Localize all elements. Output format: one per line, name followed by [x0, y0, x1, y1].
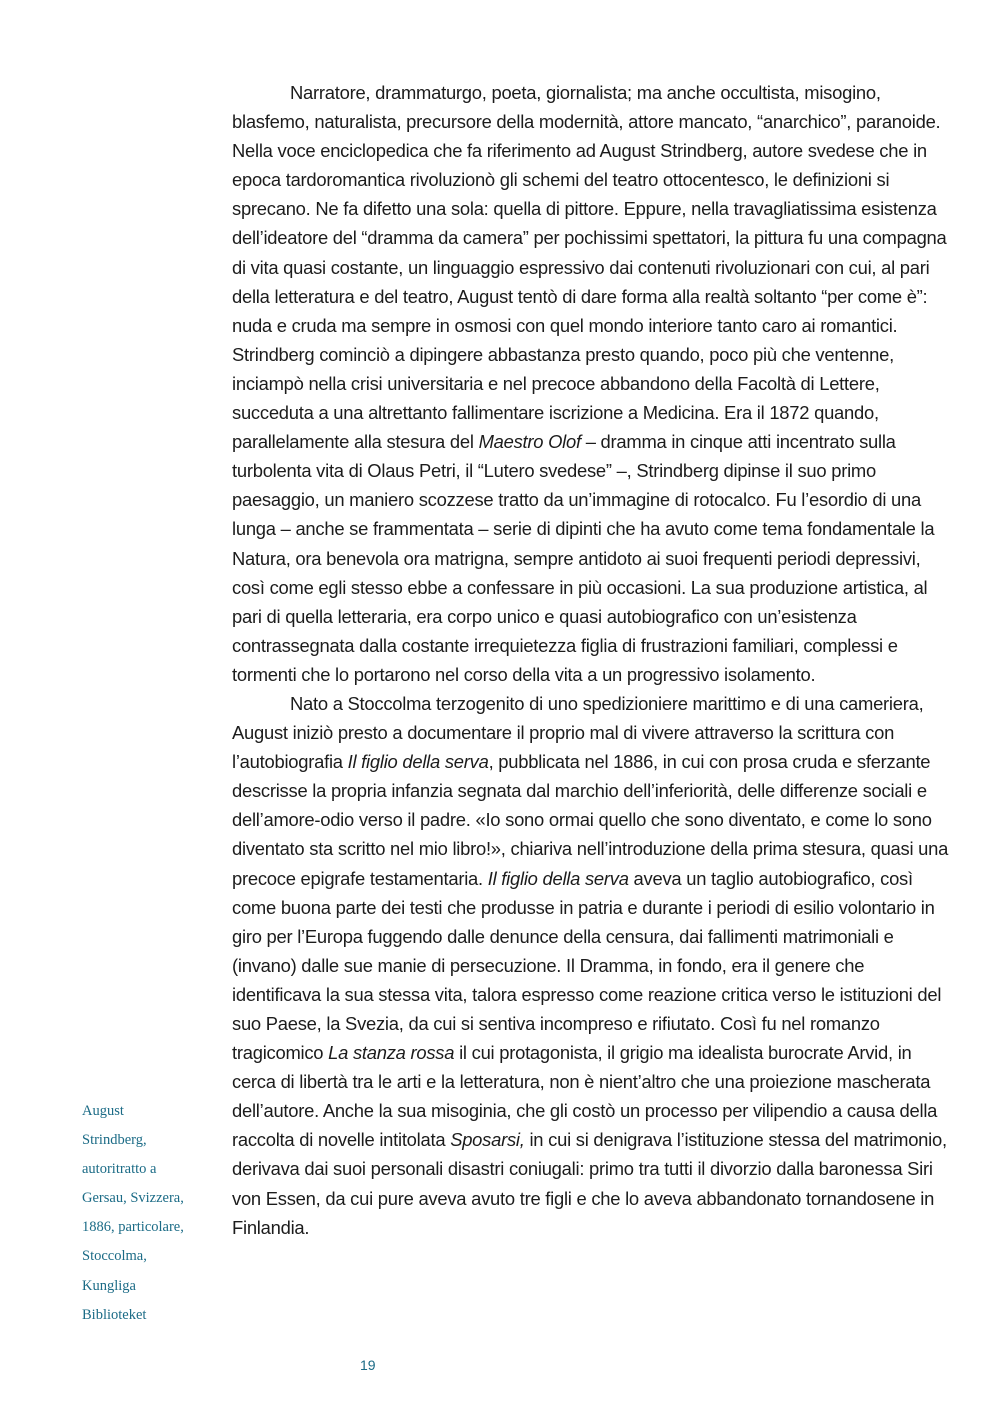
paragraph-1 [232, 78, 952, 689]
caption-line: Biblioteket [82, 1306, 147, 1323]
caption-line: autoritratto a [82, 1161, 157, 1178]
title-il-figlio-della-serva: Il figlio della serva [347, 751, 489, 773]
paragraph-1-text-1: Narratore, drammaturgo, poeta, giornalista; ma anche occultista, misogino, blasfemo, naturalista, precursore della modernità, attore mancato, “anarchico”, paranoide. Nella voce enciclopedica che fa riferimento ad August Strindberg, autore svedese che in epoca tardoromantica rivoluzionò gli schemi del teatro ottocentesco, le definizioni si sprecano. Ne fa difetto una sola: quella di pittore. Eppure, nella travagliatissima esistenza dell’ideatore del “dramma da camera” per pochissimi spettatori, la pittura fu una compagna di vita quasi costante, un linguaggio espressivo dai contenuti rivoluzionari con cui, al pari della letteratura e del teatro, August tentò di dare forma alla realtà soltanto “per come è”: nuda e cruda ma sempre in osmosi con quel mondo interiore tanto caro ai romantici. Strindberg cominciò a dipingere abbastanza presto quando, poco più che ventenne, inciampò nella crisi universitaria e nel precoce abbandono della Facoltà di Lettere, succeduta a una altrettanto fallimentare iscrizione a Medicina. Era il 1872 quando, parallelamente alla stesura del [232, 82, 947, 453]
caption-line: August [82, 1103, 124, 1119]
title-maestro-olof: Maestro Olof [478, 431, 581, 453]
paragraph-2 [232, 689, 952, 1242]
paragraph-1-text-2: – dramma in cinque atti incentrato sulla turbolenta vita di Olaus Petri, il “Lutero svedese” –, Strindberg dipinse il suo primo paesaggio, un maniero scozzese tratto da un’immagine di rotocalco. Fu l’esordio di una lunga – anche se frammentata – serie di dipinti che ha avuto come tema fondamentale la Natura, ora benevola ora matrigna, sempre antidoto ai suoi frequenti periodi depressivi, così come egli stesso ebbe a confessare in più occasioni. La sua produzione artistica, al pari di quella letteraria, era corpo unico e quasi autobiografico con un’esistenza contrassegnata dalla costante irrequietezza figlia di frustrazioni familiari, complessi e tormenti che lo portarono nel corso della vita a un progressivo isolamento. [232, 431, 935, 685]
caption-line: 1886, particolare, [82, 1219, 184, 1236]
paragraph-2-text-1: Nato a Stoccolma terzogenito di uno spedizioniere marittimo e di una cameriera, August iniziò presto a documentare il proprio mal di vivere attraverso la scrittura con l’autobiografia [232, 692, 924, 773]
caption-line: Stoccolma, [82, 1248, 147, 1265]
title-la-stanza-rossa: La stanza rossa [328, 1042, 455, 1064]
image-caption [82, 1097, 212, 1330]
page-number: 19 [360, 1357, 376, 1373]
paragraph-2-text-3: aveva un taglio autobiografico, così come buona parte dei testi che produsse in patria e durante i periodi di esilio volontario in giro per l’Europa fuggendo dalle denunce della censura, dai fallimenti matrimoniali e (invano) dalle sue manie di persecuzione. Il Dramma, in fondo, era il genere che identificava la sua stessa vita, talora espresso come reazione critica verso le istituzioni del suo Paese, la Svezia, da cui si sentiva incompreso e rifiutato. Così fu nel romanzo tragicomico [232, 867, 942, 1064]
paragraph-2-text-4: il cui protagonista, il grigio ma idealista burocrate Arvid, in cerca di libertà tra le arti e la letteratura, non è nient’altro che una proiezione mascherata dell’autore. Anche la sua misoginia, che gli costò un processo per vilipendio a causa della raccolta di novelle intitolata [232, 1042, 938, 1151]
title-sposarsi: Sposarsi, [450, 1129, 525, 1151]
main-text [232, 78, 952, 1242]
caption-line: Kungliga [82, 1277, 136, 1294]
title-il-figlio-della-serva-2: Il figlio della serva [487, 867, 629, 889]
paragraph-2-text-5: in cui si denigrava l’istituzione stessa del matrimonio, derivava dai suoi personali disastri coniugali: primo tra tutti il divorzio dalla baronessa Siri von Essen, da cui pure aveva avuto tre figli e che lo aveva abbandonato tornandosene in Finlandia. [232, 1129, 947, 1238]
caption-line: Strindberg, [82, 1132, 147, 1149]
caption-line: Gersau, Svizzera, [82, 1190, 184, 1207]
paragraph-2-text-2: , pubblicata nel 1886, in cui con prosa cruda e sferzante descrisse la propria infanzia segnata dal marchio dell’inferiorità, delle differenze sociali e dell’amore-odio verso il padre. «Io sono ormai quello che sono diventato, e come lo sono diventato sta scritto nel mio libro!», chiariva nell’introduzione della prima stesura, quasi una precoce epigrafe testamentaria. [232, 751, 949, 889]
